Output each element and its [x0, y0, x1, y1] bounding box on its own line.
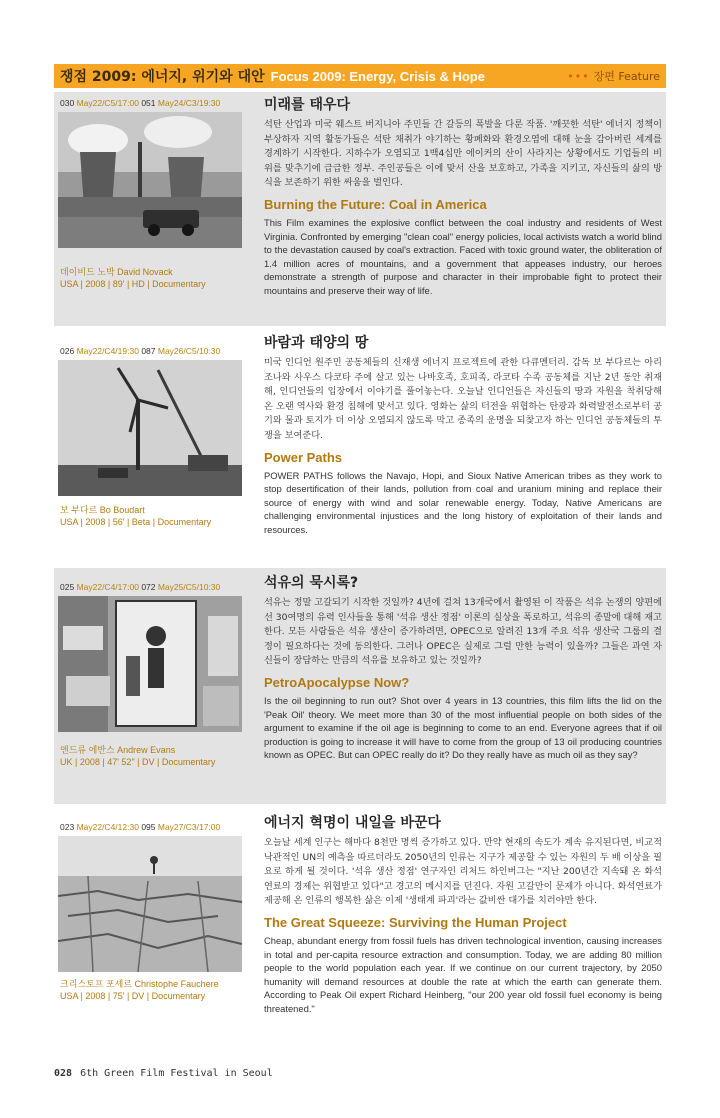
director-credit: 크리스토프 포셰르 Christophe Fauchere USA | 2008 | 75' | DV | Documentary — [60, 979, 219, 1001]
screening-codes: 026 May22/C4/19:30 087 May26/C5/10:30 — [60, 346, 221, 356]
film-entry-1 — [54, 92, 666, 326]
synopsis-ko: 석유는 정말 고갈되기 시작한 것일까? 4년에 걸쳐 13개국에서 촬영된 이 작품은 석유 논쟁의 양편에 선 30여명의 유력 인사들을 통해 '석유 생산 정점' 이론의 실상을 폭로하고, 석유의 종말에 대해 재고한다. 모든 사람들은 석유 생산이 증가하려면, OPEC으로 알려진 13개 주요 석유 생산국 그룹의 결정이 필요하다는 것에 동의한다. 그러나 OPEC은 실제로 그럴 만한 능력이 있을까? 그들은 과연 자신들이 장담하는 만큼의 석유를 보유하고 있는 것일까? — [264, 597, 662, 667]
film-title-en: PetroApocalypse Now? — [264, 674, 410, 690]
director-credit: 데이비드 노박 David Novack USA | 2008 | 89' | HD | Documentary — [60, 267, 206, 289]
synopsis-ko: 미국 인디언 원주민 공동체들의 신재생 에너지 프로젝트에 관한 다큐멘터리. 감독 보 부다르는 아리조나와 사우스 다코타 주에 살고 있는 나바호족, 호피족, 라코타 수족 공동체를 지난 2년 동안 취재해, 인디언들의 입장에서 이야기를 풀어놓는다. 오늘날 인디언들은 자신들의 땅과 자원을 착취당해 온 오랜 역사와 환경 침해에 맞서고 있다. 영화는 삶의 터전을 위협하는 탄광과 화력발전소로부터 공기와 물과 토지가 더 이상 오염되지 않도록 막고 종족의 운명을 되찾고자 하는 인디언 공동체들의 투쟁을 보여준다. — [264, 357, 662, 441]
page-number: 028 — [54, 1068, 73, 1079]
film-entry-2 — [54, 330, 666, 558]
section-title-en: Focus 2009: Energy, Crisis & Hope — [270, 68, 485, 84]
film-title-en: The Great Squeeze: Surviving the Human Project — [264, 914, 567, 930]
dots-icon: ••• — [567, 70, 590, 83]
festival-name: 6th Green Film Festival in Seoul — [80, 1068, 273, 1079]
section-header — [54, 64, 666, 88]
screening-codes: 025 May22/C4/17:00 072 May25/C5/10:30 — [60, 582, 221, 592]
screening-codes: 023 May22/C4/12:30 095 May27/C3/17:00 — [60, 822, 221, 832]
synopsis-en: Cheap, abundant energy from fossil fuels has driven technological invention, causing increases in total and per-capita resource extraction and consumption. Today, we are adding 80 million people to the world population each year. If we continue on our current trajectory, by 2050 humanity will demand resources at double the rate at which the earth can generate them. According to Peak Oil expert Richard Heinberg, "our 200 year old fossil fuel economy is being threatened." — [264, 934, 662, 1014]
film-title-en: Power Paths — [264, 449, 343, 465]
synopsis-ko: 석탄 산업과 미국 웨스트 버지니아 주민들 간 갈등의 폭발을 다룬 작품. '깨끗한 석탄' 에너지 정책이 부상하자 지역 활동가들은 석탄 채취가 야기하는 황폐화와 환경오염에 대해 눈을 감아버린 세계를 경계하기 시작한다. 지하수가 오염되고 1백4십만 에이커의 산이 사라지는 상황에서도 기업들의 비위를 맞추기에 급급한 정부. 주인공들은 이에 맞서 산을 보호하고, 가족을 지키고, 자신들의 삶의 방식을 보존하기 위한 싸움을 벌인다. — [264, 119, 662, 189]
film-still-wind-turbine — [58, 360, 242, 496]
film-title-ko: 바람과 태양의 땅 — [264, 335, 369, 351]
film-entry-4 — [54, 808, 666, 1030]
film-title-ko: 에너지 혁명이 내일을 바꾼다 — [264, 815, 441, 831]
director-credit: 보 부다르 Bo Boudart USA | 2008 | 56' | Beta | Documentary — [60, 505, 212, 527]
film-entry-3 — [54, 568, 666, 804]
screening-codes: 030 May22/C5/17:00 051 May24/C3/19:30 — [60, 98, 221, 108]
synopsis-ko: 오늘날 세계 인구는 해마다 8천만 명씩 증가하고 있다. 만약 현재의 속도가 계속 유지된다면, 비교적 낙관적인 UN의 예측을 따르더라도 2050년의 인류는 지구가 제공할 수 있는 자원의 두 배 이상을 필요로 하게 될 것이다. '석유 생산 정점' 연구자인 리처드 하인버그는 "지난 200년간 지속돼 온 화석연료의 경제는 위협받고 있다"고 경고의 메시지를 던진다. 자원 고갈만이 문제가 아니다. 화석연료가 제공해 온 인류의 행복한 삶은 이제 '생태계 파괴'라는 값비싼 대가를 치러야만 한다. — [264, 837, 662, 907]
director-credit: 앤드류 에반스 Andrew Evans UK | 2008 | 47' 52" | DV | Documentary — [60, 745, 216, 767]
section-title-ko: 쟁점 2009: 에너지, 위기와 대안 — [60, 69, 265, 85]
synopsis-en: POWER PATHS follows the Navajo, Hopi, and Sioux Native American tribes as they work to stop desertification of their lands, pollution from coal and uranium mining and replace their source of energy with wind and solar renewable energy. Today, Native Americans are challenging environmental injustices and the long history of exploitation of their lands and resources. — [264, 469, 662, 535]
film-title-ko: 미래를 태우다 — [264, 97, 351, 113]
film-still-cracked-earth — [58, 836, 242, 972]
film-title-en: Burning the Future: Coal in America — [264, 196, 487, 212]
film-title-ko: 석유의 묵시록? — [264, 575, 359, 591]
film-still-coal-plant — [58, 112, 242, 248]
synopsis-en: Is the oil beginning to run out? Shot over 4 years in 13 countries, this film lifts the lid on the 'Peak Oil' theory. We meet more than 30 of the most influential people on both sides of the argument to examine if the oil age is beginning to come to an end. Everyone agrees that if oil production is going to increase it will have to come from the group of 13 oil producing countries known as OPEC. But can OPEC really do it? Do they really have as much oil as they say? — [264, 694, 662, 761]
section-label — [567, 68, 666, 84]
page-footer — [54, 1068, 273, 1079]
section-name: 장편 Feature — [593, 70, 660, 83]
film-still-protest-signs — [58, 596, 242, 732]
synopsis-en: This Film examines the explosive conflict between the coal industry and residents of West Virginia. Confronted by emerging "clean coal" energy policies, local activists watch a world blind to the devastation caused by coal's extraction. Faced with toxic ground water, the obliteration of 1.4 million acres of mountains, and a government that appeases industry, our heroes demonstrate a strength of purpose and character in their improbable fight to protect their mountains and preserve their way of life. — [264, 216, 662, 296]
